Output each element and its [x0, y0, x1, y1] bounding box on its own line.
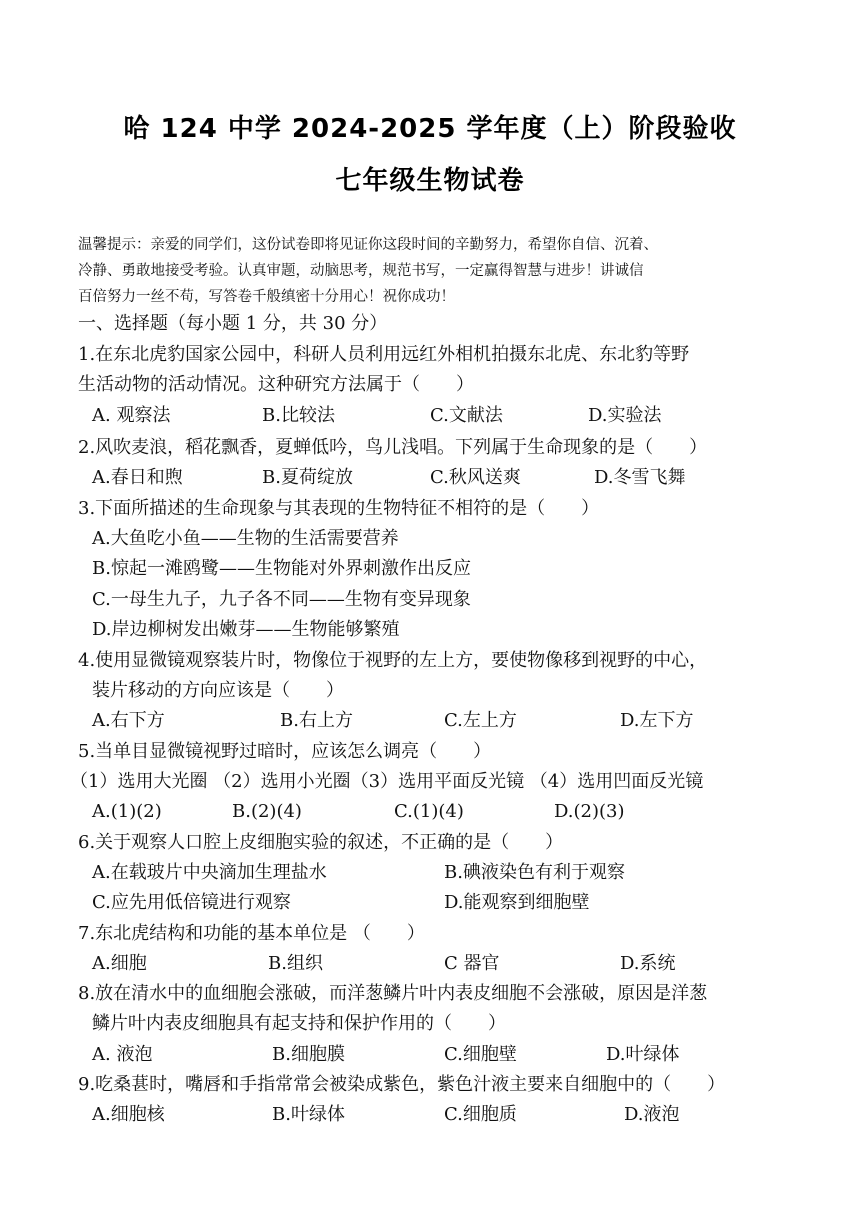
option-b: B.组织: [268, 953, 323, 974]
option-d: D.能观察到细胞壁: [444, 892, 590, 913]
option-c: C.(1)(4): [394, 801, 464, 822]
tips-paragraph: [78, 232, 790, 310]
option-c: C.细胞壁: [444, 1044, 517, 1065]
option-b: B.细胞膜: [272, 1044, 345, 1065]
section-heading: 一、选择题（每小题 1 分，共 30 分）: [78, 313, 388, 334]
option-a: A.春日和煦: [92, 467, 183, 488]
option-b: B.惊起一滩鸥鹭——生物能对外界刺激作出反应: [92, 558, 471, 579]
option-a: A.大鱼吃小鱼——生物的生活需要营养: [92, 528, 399, 549]
exam-subtitle: 七年级生物试卷: [335, 166, 525, 196]
question-stem: 鳞片叶内表皮细胞具有起支持和保护作用的（ ）: [92, 1013, 506, 1034]
option-a: A.细胞: [92, 953, 147, 974]
exam-title: 哈 124 中学 2024-2025 学年度（上）阶段验收: [123, 114, 737, 144]
option-b: B.比较法: [262, 405, 335, 426]
option-d: D.(2)(3): [554, 801, 625, 822]
option-c: C.左上方: [444, 710, 517, 731]
option-b: B.夏荷绽放: [262, 467, 353, 488]
option-c: C.文献法: [430, 405, 503, 426]
option-d: D.液泡: [624, 1104, 680, 1125]
option-b: B.叶绿体: [272, 1104, 345, 1125]
option-d: D.系统: [620, 953, 676, 974]
option-a: A.右下方: [92, 710, 165, 731]
question-stem: 5.当单目显微镜视野过暗时，应该怎么调亮（ ）: [78, 741, 492, 762]
question-stem: 3.下面所描述的生命现象与其表现的生物特征不相符的是（ ）: [78, 498, 600, 519]
question-stem: 1.在东北虎豹国家公园中，科研人员利用远红外相机拍摄东北虎、东北豹等野: [78, 344, 690, 365]
option-a: A.(1)(2): [92, 801, 162, 822]
option-a: A.在载玻片中央滴加生理盐水: [92, 862, 327, 883]
tips-line: 冷静、勇敢地接受考验。认真审题，动脑思考，规范书写，一定赢得智慧与进步！讲诚信: [78, 263, 644, 279]
option-c: C.应先用低倍镜进行观察: [92, 892, 291, 913]
option-b: B.碘液染色有利于观察: [444, 862, 625, 883]
option-d: D.冬雪飞舞: [594, 467, 686, 488]
question-stem: 9.吃桑葚时，嘴唇和手指常常会被染成紫色，紫色汁液主要来自细胞中的（ ）: [78, 1074, 726, 1095]
option-a: A.细胞核: [92, 1104, 165, 1125]
option-a: A. 观察法: [92, 405, 171, 426]
question-stem: 2.风吹麦浪，稻花飘香，夏蝉低吟，鸟儿浅唱。下列属于生命现象的是（ ）: [78, 437, 708, 458]
option-d: D.左下方: [620, 710, 694, 731]
option-d: D.叶绿体: [606, 1044, 680, 1065]
option-c: C.秋风送爽: [430, 467, 521, 488]
question-stem: 4.使用显微镜观察装片时，物像位于视野的左上方，要使物像移到视野的中心，: [78, 650, 708, 671]
tips-line: 百倍努力一丝不苟，写答卷千般缜密十分用心！祝你成功！: [78, 289, 455, 305]
option-c: C.细胞质: [444, 1104, 517, 1125]
option-d: D.岸边柳树发出嫩芽——生物能够繁殖: [92, 619, 400, 640]
option-c: C 器官: [444, 953, 500, 974]
question-choices: （1）选用大光圈 （2）选用小光圈（3）选用平面反光镜 （4）选用凹面反光镜: [70, 771, 704, 792]
question-stem: 8.放在清水中的血细胞会涨破，而洋葱鳞片叶内表皮细胞不会涨破，原因是洋葱: [78, 983, 708, 1004]
option-d: D.实验法: [588, 405, 662, 426]
question-stem: 6.关于观察人口腔上皮细胞实验的叙述，不正确的是（ ）: [78, 832, 564, 853]
option-b: B.右上方: [280, 710, 353, 731]
question-stem: 装片移动的方向应该是（ ）: [92, 680, 344, 701]
option-c: C.一母生九子，九子各不同——生物有变异现象: [92, 589, 471, 610]
option-a: A. 液泡: [92, 1044, 153, 1065]
question-stem: 7.东北虎结构和功能的基本单位是 （ ）: [78, 923, 425, 944]
option-b: B.(2)(4): [232, 801, 302, 822]
question-stem: 生活动物的活动情况。这种研究方法属于（ ）: [78, 374, 474, 395]
tips-line: 温馨提示：亲爱的同学们，这份试卷即将见证你这段时间的辛勤努力，希望你自信、沉着、: [78, 237, 658, 253]
